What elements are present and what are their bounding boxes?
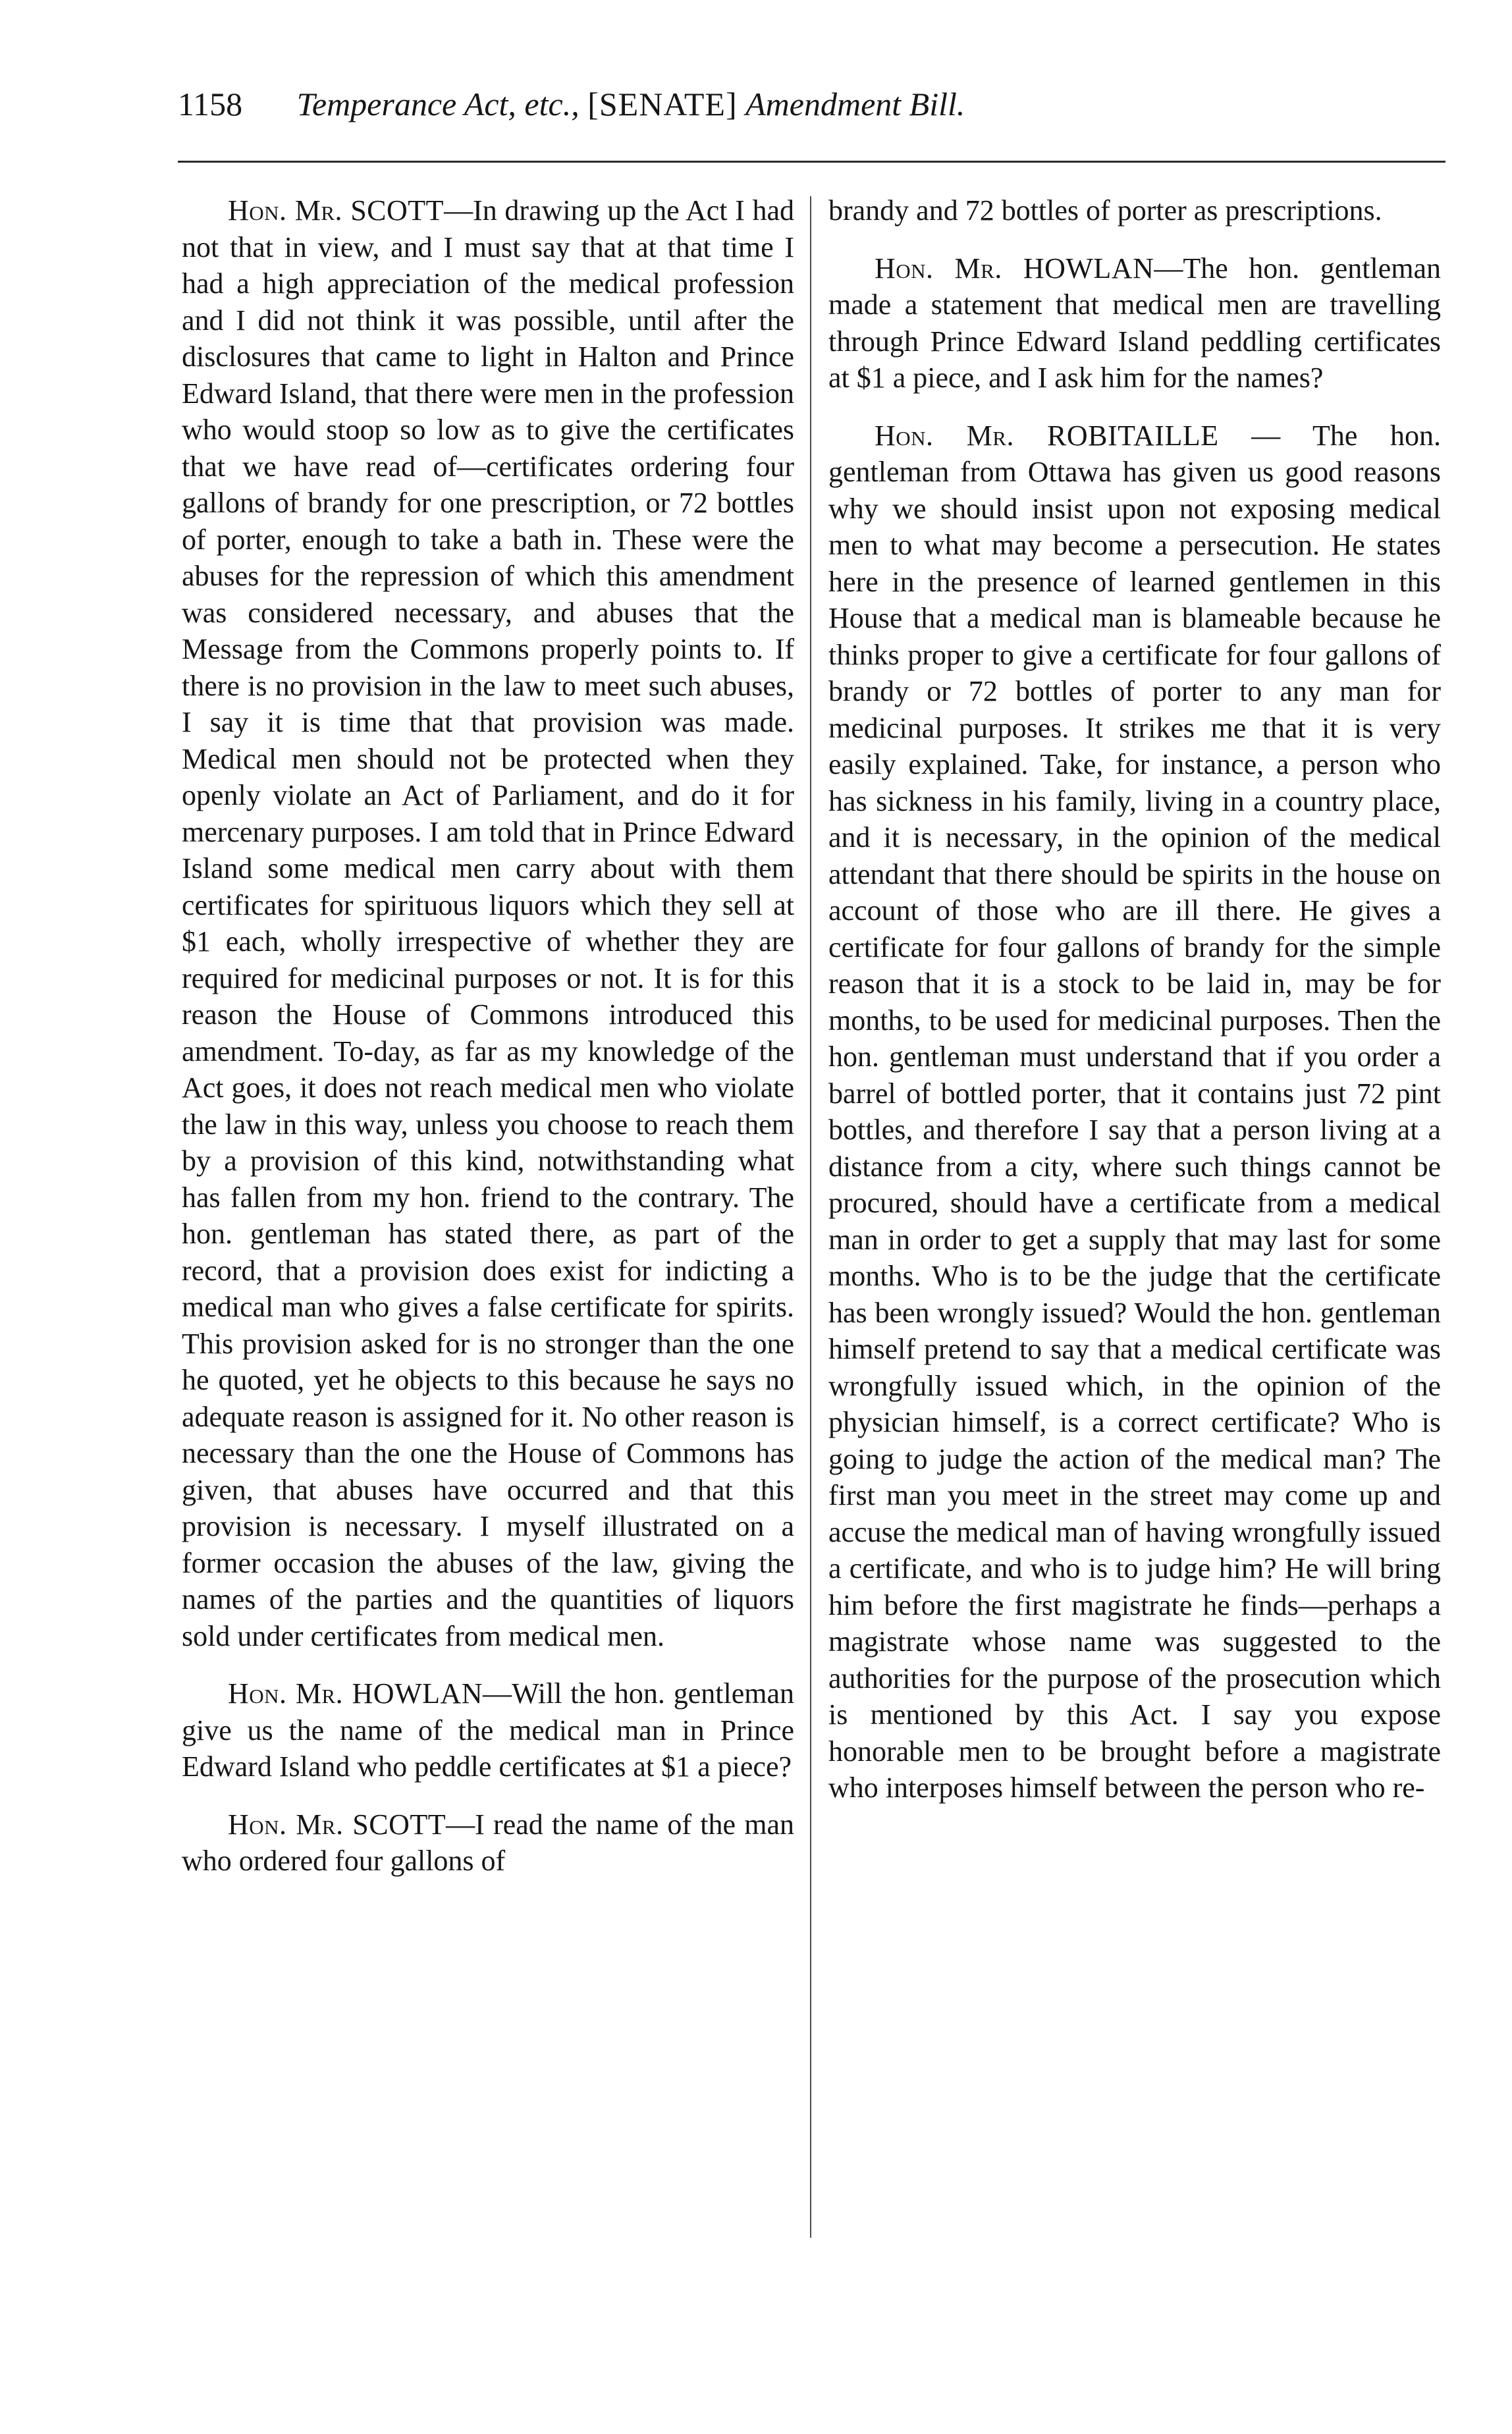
page-number: 1158 xyxy=(178,86,243,122)
speech-paragraph xyxy=(182,192,794,1654)
speech-paragraph xyxy=(182,1806,794,1880)
running-title-right: Amendment Bill. xyxy=(745,86,965,122)
header-rule xyxy=(178,161,1445,163)
speech-text: —The hon. gentleman made a statement that medical men are travelling through Prince Edward Island peddling certificates at $1 a piece, and I ask him for the names? xyxy=(828,252,1441,394)
speech-paragraph xyxy=(182,1675,794,1785)
speaker-name: Hon. Mr. SCOTT xyxy=(228,1808,446,1841)
speech-text: —In drawing up the Act I had not that in view, and I must say that at that time I had a high appreciation of the medical profession and I did not think it was possible, until after the disclosures that came to light in Halton and Prince Edward Island, that there were men in the profession who would stoop so low as to give the certificates that we have read of—certificates ordering four gallons of brandy for one prescription, or 72 bottles of porter, enough to take a bath in. These were the abuses for the repression of which this amendment was considered necessary, and abuses that the Message from the Commons properly points to. If there is no provision in the law to meet such abuses, I say it is time that that provision was made. Medical men should not be protected when they openly violate an Act of Parliament, and do it for mercenary purposes. I am told that in Prince Edward Island some medical men carry about with them certificates for spirituous liquors which they sell at $1 each, wholly irrespective of whether they are required for medicinal purposes or not. It is for this reason the House of Commons introduced this amendment. To-day, as far as my knowledge of the Act goes, it does not reach medical men who violate the law in this way, unless you choose to reach them by a provision of this kind, notwithstanding what has fallen from my hon. friend to the contrary. The hon. gentleman has stated there, as part of the record, that a provision does exist for indicting a medical man who gives a false certificate for spirits. This provision asked for is no stronger than the one he quoted, yet he objects to this because he says no adequate reason is assigned for it. No other reason is necessary than the one the House of Commons has given, that abuses have occurred and that this provision is necessary. I myself illustrated on a former occasion the abuses of the law, giving the names of the parties and the quantities of liquors sold under certificates from medical men. xyxy=(182,194,794,1652)
running-title-center: [SENATE] xyxy=(587,86,738,122)
right-column xyxy=(828,192,1441,1806)
speech-text: —I read the name of the man who ordered four gallons of xyxy=(182,1808,795,1877)
page-header xyxy=(178,78,1429,130)
speaker-name: Hon. Mr. SCOTT xyxy=(228,194,445,227)
running-title-left: Temperance Act, etc., xyxy=(296,86,580,122)
speaker-name: Hon. Mr. ROBITAILLE xyxy=(875,419,1219,452)
speech-text: — The hon. gentleman from Ottawa has given us good reasons why we should insist upon not exposing medical men to what may become a persecution. He states here in the presence of learned gentlemen in this House that a medical man is blameable because he thinks proper to give a certificate for four gallons of brandy or 72 bottles of porter to any man for medicinal purposes. It strikes me that it is very easily explained. Take, for instance, a person who has sickness in his family, living in a country place, and it is necessary, in the opinion of the medical attendant that there should be spirits in the house on account of those who are ill there. He gives a certificate for four gallons of brandy for the simple reason that it is a stock to be laid in, may be for months, to be used for medicinal purposes. Then the hon. gentleman must understand that if you order a barrel of bottled porter, that it contains just 72 pint bottles, and therefore I say that a person living at a distance from a city, where such things cannot be procured, should have a certificate from a medical man in order to get a supply that may last for some months. Who is to be the judge that the certificate has been wrongly issued? Would the hon. gentleman himself pretend to say that a medical certificate was wrongfully issued which, in the opinion of the physician himself, is a correct certificate? Who is going to judge the action of the medical man? The first man you meet in the street may come up and accuse the medical man of having wrongfully issued a certificate, and who is to judge him? He will bring him before the first magistrate he finds—perhaps a magistrate whose name was suggested to the authorities for the purpose of the prosecution which is mentioned by this Act. I say you expose honorable men to be brought before a magistrate who interposes himself between the person who re- xyxy=(828,419,1441,1804)
speech-paragraph xyxy=(828,418,1441,1806)
speech-paragraph-continued xyxy=(828,192,1441,229)
speech-paragraph xyxy=(828,250,1441,396)
speech-text: brandy and 72 bottles of porter as prescriptions. xyxy=(828,194,1382,227)
speaker-name: Hon. Mr. HOWLAN xyxy=(875,252,1154,284)
left-column xyxy=(182,192,794,1880)
speaker-name: Hon. Mr. HOWLAN xyxy=(228,1677,483,1710)
speech-text: —Will the hon. gentleman give us the name of the medical man in Prince Edward Island who peddle certificates at $1 a piece? xyxy=(182,1677,794,1783)
column-divider xyxy=(810,196,811,2238)
